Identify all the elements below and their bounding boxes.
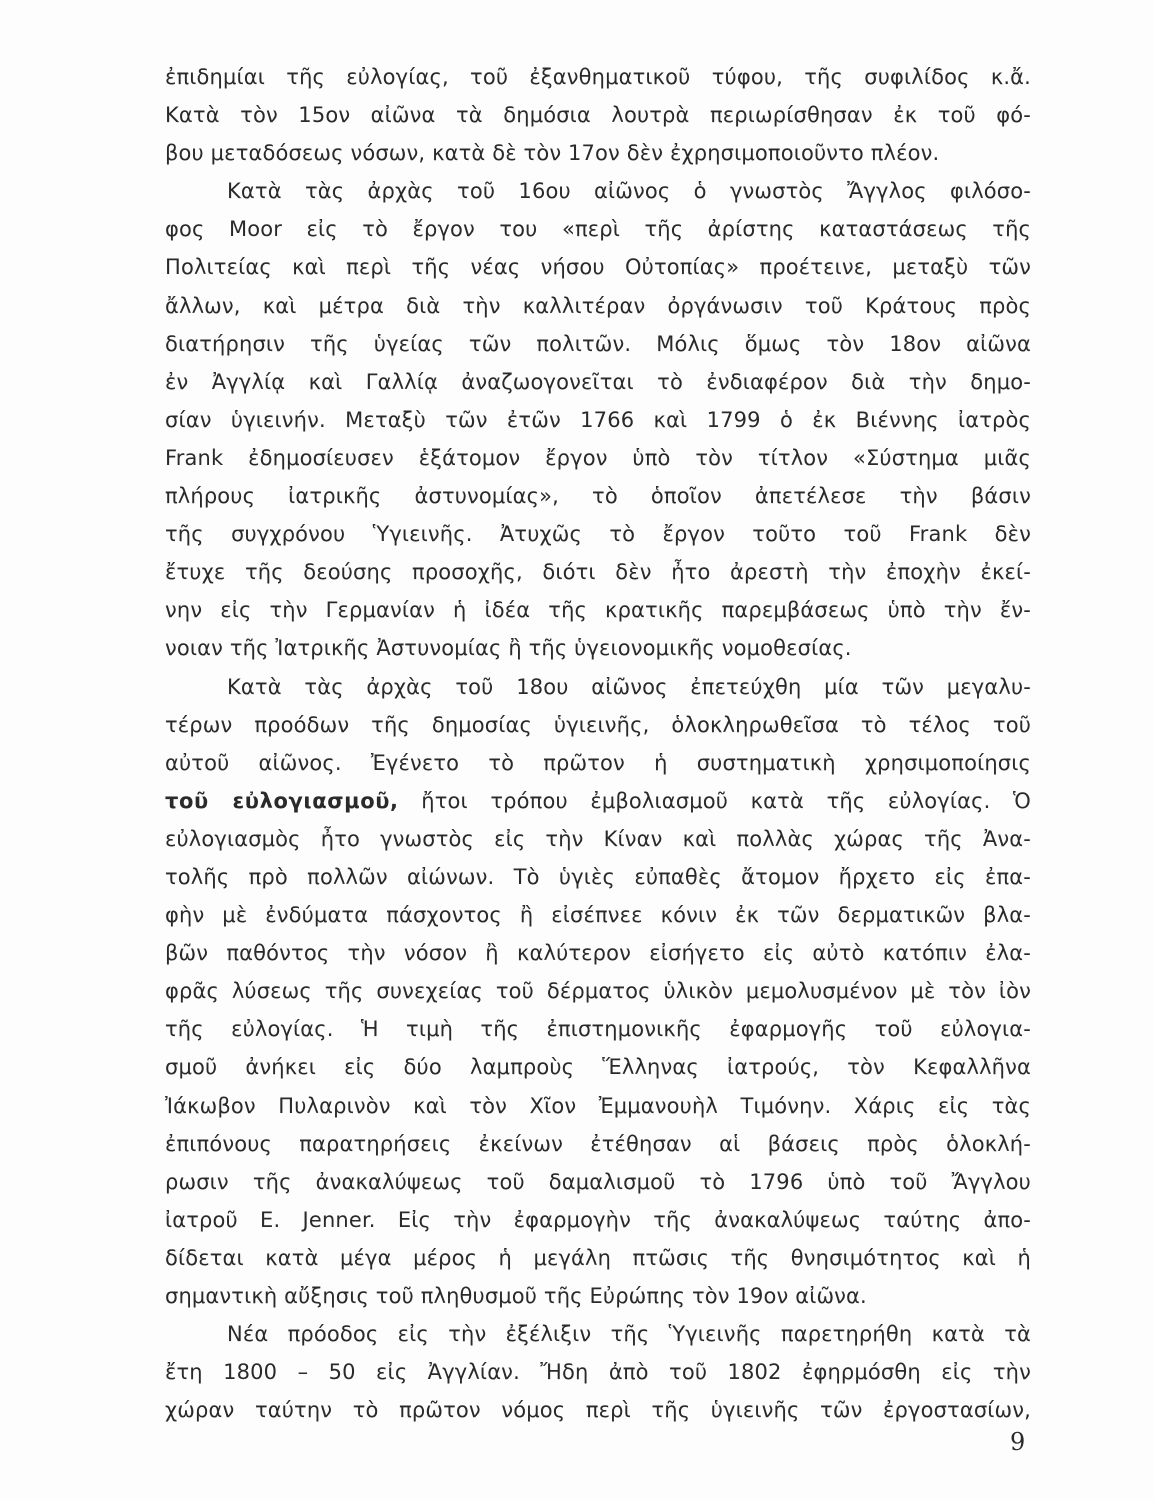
text-line: διατήρησιν τῆς ὑγείας τῶν πολιτῶν. Μόλις ὅμως τὸν 18ον αἰῶνα bbox=[165, 331, 1031, 356]
text-line: Κατὰ τὰς ἀρχὰς τοῦ 18ου αἰῶνος ἐπετεύχθη μία τῶν μεγαλυ- bbox=[227, 674, 1031, 699]
text-line: ἐπιδημίαι τῆς εὐλογίας, τοῦ ἐξανθηματικοῦ τύφου, τῆς συφιλίδος κ.ἄ. bbox=[165, 65, 1031, 89]
text-line: φρᾶς λύσεως τῆς συνεχείας τοῦ δέρματος ὑλικὸν μεμολυσμένον μὲ τὸν ἰὸν bbox=[165, 979, 1031, 1004]
text-line: νην εἰς τὴν Γερμανίαν ἡ ἰδέα τῆς κρατικῆς παρεμβάσεως ὑπὸ τὴν ἔν- bbox=[165, 598, 1031, 623]
text-line: φος Moor εἰς τὸ ἔργον του «περὶ τῆς ἀρίστης καταστάσεως τῆς bbox=[165, 217, 1031, 242]
text-line: νοιαν τῆς Ἰατρικῆς Ἀστυνομίας ἢ τῆς ὑγειονομικῆς νομοθεσίας. bbox=[165, 636, 852, 661]
text-line: ἐπιπόνους παρατηρήσεις ἐκείνων ἐτέθησαν αἱ βάσεις πρὸς ὁλοκλή- bbox=[165, 1131, 1031, 1156]
text-line: ἔτυχε τῆς δεούσης προσοχῆς, διότι δὲν ἦτο ἀρεστὴ τὴν ἐποχὴν ἐκεί- bbox=[165, 560, 1031, 585]
body-text bbox=[165, 58, 1031, 1429]
text-line: σίαν ὑγιεινήν. Μεταξὺ τῶν ἐτῶν 1766 καὶ 1799 ὁ ἐκ Βιέννης ἰατρὸς bbox=[165, 407, 1031, 432]
text-line: Frank ἐδημοσίευσεν ἑξάτομον ἔργον ὑπὸ τὸν τίτλον «Σύστημα μιᾶς bbox=[165, 445, 1031, 470]
text-line: εὐλογιασμὸς ἦτο γνωστὸς εἰς τὴν Κίναν καὶ πολλὰς χώρας τῆς Ἀνα- bbox=[165, 826, 1031, 851]
text-line: τῆς συγχρόνου Ὑγιεινῆς. Ἀτυχῶς τὸ ἔργον τοῦτο τοῦ Frank δὲν bbox=[165, 522, 1031, 547]
text-line: σμοῦ ἀνήκει εἰς δύο λαμπροὺς Ἕλληνας ἰατρούς, τὸν Κεφαλλῆνα bbox=[165, 1055, 1031, 1080]
text-line: Ἰάκωβον Πυλαρινὸν καὶ τὸν Χῖον Ἐμμανουὴλ Τιμόνην. Χάρις εἰς τὰς bbox=[165, 1093, 1031, 1118]
text-line: ἔτη 1800 – 50 εἰς Ἀγγλίαν. Ἤδη ἀπὸ τοῦ 1802 ἐφηρμόσθη εἰς τὴν bbox=[165, 1360, 1031, 1385]
text-line: Κατὰ τὸν 15ον αἰῶνα τὰ δημόσια λουτρὰ περιωρίσθησαν ἐκ τοῦ φό- bbox=[165, 103, 1031, 128]
text-line: Νέα πρόοδος εἰς τὴν ἐξέλιξιν τῆς Ὑγιεινῆς παρετηρήθη κατὰ τὰ bbox=[227, 1322, 1031, 1347]
text-line: ρωσιν τῆς ἀνακαλύψεως τοῦ δαμαλισμοῦ τὸ 1796 ὑπὸ τοῦ Ἄγγλου bbox=[165, 1169, 1031, 1194]
text-line: ἰατροῦ E. Jenner. Εἰς τὴν ἐφαρμογὴν τῆς ἀνακαλύψεως ταύτης ἀπο- bbox=[165, 1207, 1031, 1232]
line-text: ἤτοι τρόπου ἐμβολιασμοῦ κατὰ τῆς εὐλογίας. Ὁ bbox=[421, 788, 1031, 813]
text-line: αὐτοῦ αἰῶνος. Ἐγένετο τὸ πρῶτον ἡ συστηματικὴ χρησιμοποίησις bbox=[165, 750, 1031, 775]
text-line: δίδεται κατὰ μέγα μέρος ἡ μεγάλη πτῶσις τῆς θνησιμότητος καὶ ἡ bbox=[165, 1245, 1031, 1270]
text-line: τέρων προόδων τῆς δημοσίας ὑγιεινῆς, ὁλοκληρωθεῖσα τὸ τέλος τοῦ bbox=[165, 712, 1031, 737]
text-line: πλήρους ἰατρικῆς ἀστυνομίας», τὸ ὁποῖον ἀπετέλεσε τὴν βάσιν bbox=[165, 484, 1031, 509]
text-line: ἐν Ἀγγλίᾳ καὶ Γαλλίᾳ ἀναζωογονεῖται τὸ ἐνδιαφέρον διὰ τὴν δημο- bbox=[165, 369, 1031, 394]
text-line: φὴν μὲ ἐνδύματα πάσχοντος ἢ εἰσέπνεε κόνιν ἐκ τῶν δερματικῶν βλα- bbox=[165, 903, 1031, 928]
text-line: Κατὰ τὰς ἀρχὰς τοῦ 16ου αἰῶνος ὁ γνωστὸς Ἄγγλος φιλόσο- bbox=[227, 179, 1031, 204]
text-line: σημαντικὴ αὔξησις τοῦ πληθυσμοῦ τῆς Εὐρώπης τὸν 19ον αἰῶνα. bbox=[165, 1284, 867, 1308]
emphasized-term: τοῦ εὐλογιασμοῦ, bbox=[165, 788, 399, 813]
text-line: ἄλλων, καὶ μέτρα διὰ τὴν καλλιτέραν ὀργάνωσιν τοῦ Κράτους πρὸς bbox=[165, 293, 1031, 318]
text-line bbox=[165, 782, 1031, 820]
page-number: 9 bbox=[1010, 1428, 1026, 1456]
text-line: βῶν παθόντος τὴν νόσον ἢ καλύτερον εἰσήγετο εἰς αὐτὸ κατόπιν ἐλα- bbox=[165, 941, 1031, 966]
text-line: τῆς εὐλογίας. Ἡ τιμὴ τῆς ἐπιστημονικῆς ἐφαρμογῆς τοῦ εὐλογια- bbox=[165, 1017, 1031, 1042]
text-line: βου μεταδόσεως νόσων, κατὰ δὲ τὸν 17ον δὲν ἐχρησιμοποιοῦντο πλέον. bbox=[165, 141, 940, 166]
text-line: χώραν ταύτην τὸ πρῶτον νόμος περὶ τῆς ὑγιεινῆς τῶν ἐργοστασίων, bbox=[165, 1398, 1031, 1423]
text-line: Πολιτείας καὶ περὶ τῆς νέας νήσου Οὐτοπίας» προέτεινε, μεταξὺ τῶν bbox=[165, 255, 1031, 280]
text-line: τολῆς πρὸ πολλῶν αἰώνων. Τὸ ὑγιὲς εὐπαθὲς ἄτομον ἤρχετο εἰς ἐπα- bbox=[165, 864, 1031, 889]
